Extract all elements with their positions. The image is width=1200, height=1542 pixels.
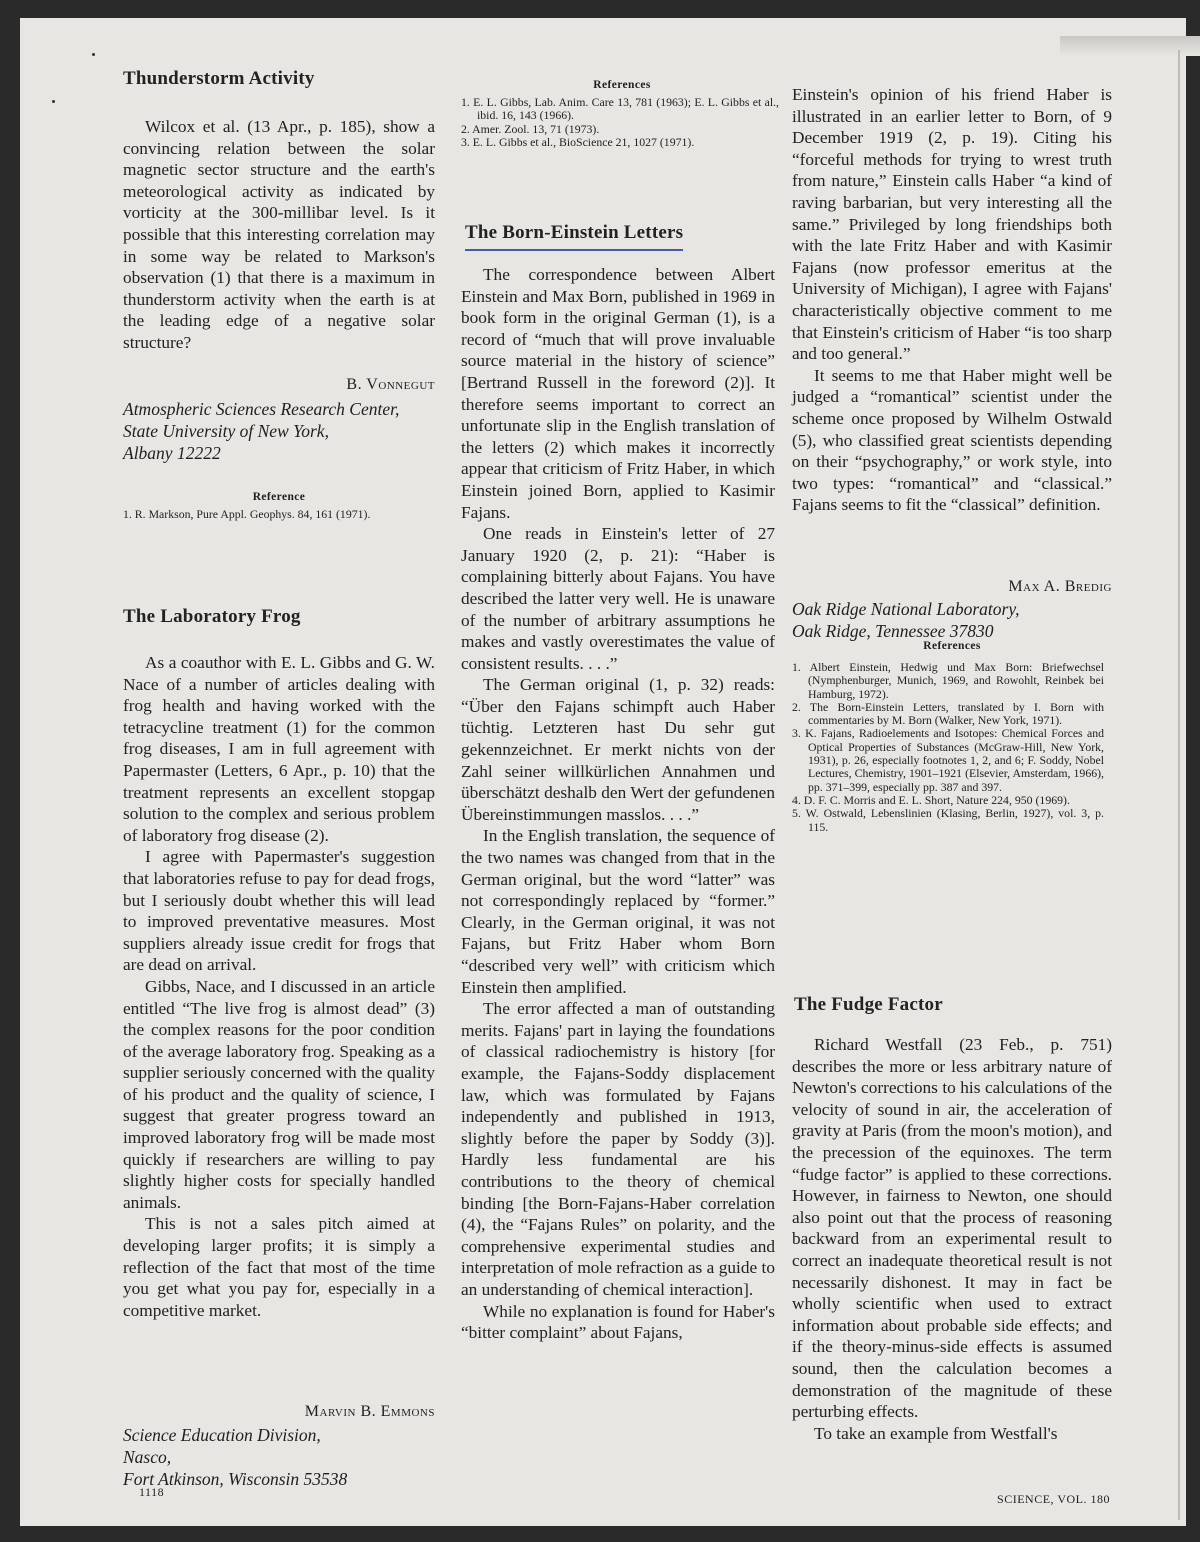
paragraph: While no explanation is found for Haber's “bitter complaint” about Fajans,: [461, 1301, 775, 1343]
author-signature: B. Vonnegut: [346, 376, 435, 393]
reference-item: 3. E. L. Gibbs et al., BioScience 21, 1027 (1971).: [461, 134, 695, 149]
section-heading-born-einstein: The Born-Einstein Letters: [465, 222, 683, 251]
author-signature: Marvin B. Emmons: [304, 1403, 435, 1420]
page: [20, 18, 1186, 1526]
fudge-body: [792, 1034, 1112, 1444]
affiliation-line: Albany 12222: [123, 443, 221, 463]
affiliation-line: Fort Atkinson, Wisconsin 53538: [123, 1469, 348, 1489]
affiliation-line: Science Education Division,: [123, 1425, 321, 1445]
affiliation-line: Atmospheric Sciences Research Center,: [123, 399, 400, 419]
thunderstorm-body: [123, 116, 435, 354]
reference-list: [123, 508, 428, 521]
author-affiliation: [792, 598, 1020, 642]
print-speck: [92, 53, 95, 56]
affiliation-line: Oak Ridge, Tennessee 37830: [792, 621, 994, 641]
page-number: 1118: [139, 1485, 165, 1499]
affiliation-line: Oak Ridge National Laboratory,: [792, 599, 1020, 619]
affiliation-line: State University of New York,: [123, 421, 329, 441]
paragraph: The correspondence between Albert Einstein and Max Born, published in 1969 in book form in the original German (1), is a record of “much that will prove invaluable source material in the history of science” [Bertrand Russell in the foreword (2)]. It therefore seems important to correct an unfortunate slip in the English translation of the letters (2) which makes it incorrectly appear that criticism of Fritz Haber, in which Einstein joined Born, applied to Kasimir Fajans.: [461, 265, 775, 522]
paragraph: I agree with Papermaster's suggestion that laboratories refuse to pay for dead frogs, but I seriously doubt whether this will lead to improved preventative measures. Most suppliers already issue credit for frogs that are dead on arrival.: [123, 847, 435, 975]
references-title: References: [923, 640, 981, 652]
author-affiliation: [123, 1424, 347, 1490]
reference-item: 2. The Born-Einstein Letters, translated by I. Born with commentaries by M. Born (Walker, New York, 1971).: [792, 699, 1104, 728]
paragraph: This is not a sales pitch aimed at developing larger profits; it is simply a reflection of the fact that most of the time you get what you pay for, especially in a competitive market.: [123, 1214, 435, 1320]
paragraph: Einstein's opinion of his friend Haber is illustrated in an earlier letter to Born, of 9 December 1919 (2, p. 19). Citing his “forceful methods for trying to wrest truth from nature,” Einstein calls Haber “a kind of raving barbarian, but very interesting all the same.” Privileged by long friendships both with the late Fritz Haber and with Kasimir Fajans (now professor emeritus at the University of Michigan), I agree with Fajans' characteristically objective comment to me that Einstein's criticism of Haber “is too sharp and too general.”: [792, 85, 1112, 364]
frog-body: [123, 652, 435, 1321]
reference-list: [792, 661, 1104, 834]
section-heading-thunderstorm: Thunderstorm Activity: [123, 68, 315, 89]
reference-item: 4. D. F. C. Morris and E. L. Short, Nature 224, 950 (1969).: [792, 792, 1070, 807]
print-speck: [52, 100, 55, 103]
born-einstein-body-part1: [461, 264, 775, 1344]
reference-item: 3. K. Fajans, Radioelements and Isotopes: Chemical Forces and Optical Properties of Substances (McGraw-Hill, New York, 1931), p. 26, especially footnotes 1, 2, and 6; F. Soddy, Nobel Lectures, Chemistry, 1901–1921 (Elsevier, Amsterdam, 1966), pp. 371–399, especially pp. 387 and 397.: [792, 726, 1104, 794]
references-title: References: [593, 79, 651, 91]
paragraph: One reads in Einstein's letter of 27 January 1920 (2, p. 21): “Haber is complaining bitterly about Fajans. You have described the latter very well. He is unaware of the number of arbitrary assumptions he makes and vastly overestimates the value of consistent results. . . .”: [461, 524, 775, 673]
paragraph: As a coauthor with E. L. Gibbs and G. W. Nace of a number of articles dealing with frog health and having worked with the tetracycline treatment (1) for the common frog diseases, I am in full agreement with Papermaster (Letters, 6 Apr., p. 10) that the treatment represents an excellent stopgap solution to the complex and serious problem of laboratory frog disease (2).: [123, 653, 435, 845]
section-heading-fudge: The Fudge Factor: [794, 994, 943, 1015]
reference-item: 1. Albert Einstein, Hedwig und Max Born: Briefwechsel (Nymphenburger, Munich, 1969, and Rowohlt, Reinbek bei Hamburg, 1972).: [792, 660, 1104, 701]
section-heading-frog: The Laboratory Frog: [123, 606, 301, 627]
paragraph: Gibbs, Nace, and I discussed in an article entitled “The live frog is almost dead” (3) the complex reasons for the poor condition of the average laboratory frog. Speaking as a supplier seriously concerned with the quality of his product and the quality of science, I suggest that greater progress toward an improved laboratory frog will be made most quickly if researchers are willing to pay slightly higher costs for specially handled animals.: [123, 976, 435, 1212]
born-einstein-body-part2: [792, 84, 1112, 516]
author-affiliation: [123, 398, 399, 464]
reference-list: [461, 96, 779, 149]
affiliation-line: Nasco,: [123, 1447, 172, 1467]
reference-item: 1. R. Markson, Pure Appl. Geophys. 84, 161 (1971).: [123, 507, 371, 521]
author-signature: Max A. Bredig: [1008, 578, 1112, 595]
paragraph: Wilcox et al. (13 Apr., p. 185), show a convincing relation between the solar magnetic sector structure and the earth's meteorological activity as indicated by vorticity at the 300-millibar level. Is it possible that this interesting correlation may in some way be related to Markson's observation (1) that there is a maximum in thunderstorm activity when the earth is at the leading edge of a negative solar structure?: [123, 117, 435, 352]
paragraph: To take an example from Westfall's: [814, 1423, 1058, 1443]
reference-item: 2. Amer. Zool. 13, 71 (1973).: [461, 121, 600, 136]
paragraph: The German original (1, p. 32) reads: “Über den Fajans schimpft auch Haber tüchtig. Letzteren hast Du sehr gut gekennzeichnet. Er merkt nichts von der Zahl seiner willkürlichen Annahmen und überschätzt deshalb den Wert der gefundenen Übereinstimmungen masslos. . . .”: [461, 675, 775, 824]
paragraph: In the English translation, the sequence of the two names was changed from that in the German original, but the word “latter” was not correspondingly replaced by “former.” Clearly, in the German original, it was not Fajans, but Fritz Haber whom Born “described very well” with criticism which Einstein then amplified.: [461, 826, 775, 997]
fold-line: [1178, 50, 1180, 1520]
references-title: Reference: [252, 491, 306, 503]
reference-item: 5. W. Ostwald, Lebenslinien (Klasing, Berlin, 1927), vol. 3, p. 115.: [792, 806, 1104, 834]
running-footer: SCIENCE, VOL. 180: [997, 1492, 1110, 1506]
paragraph: The error affected a man of outstanding merits. Fajans' part in laying the foundations of classical radiochemistry is history [for example, the Fajans-Soddy displacement law, which was formulated by Fajans independently and published in 1913, slightly before the paper by Soddy (3)]. Hardly less fundamental are his contributions to the theory of chemical binding [the Born-Fajans-Haber correlation (4), the “Fajans Rules” on polarity, and the comprehensive experimental studies and interpretation of mole refraction as a guide to an understanding of chemical interaction].: [461, 999, 775, 1299]
paragraph: Richard Westfall (23 Feb., p. 751) describes the more or less arbitrary nature of Newton's corrections to his calculations of the velocity of sound in air, the acceleration of gravity at Paris (from the moon's motion), and the precession of the equinoxes. The term “fudge factor” is applied to these corrections. However, in fairness to Newton, one should also point out that the process of reasoning backward from an experimental result to correct an inadequate theoretical result is not necessarily dishonest. It may in fact be wholly scientific when used to extract information about probable side effects; and if the theory-minus-side effects is assumed sound, then the calculation becomes a demonstration of the magnitude of these perturbing effects.: [792, 1035, 1112, 1422]
reference-item: 1. E. L. Gibbs, Lab. Anim. Care 13, 781 (1963); E. L. Gibbs et al., ibid. 16, 143 (1966).: [461, 95, 779, 123]
paragraph: It seems to me that Haber might well be judged a “romantical” scientist under the scheme once proposed by Wilhelm Ostwald (5), who classified great scientists depending on their “psychography,” or work style, into two types: “romantical” and “classical.” Fajans seems to fit the “classical” definition.: [792, 365, 1112, 515]
